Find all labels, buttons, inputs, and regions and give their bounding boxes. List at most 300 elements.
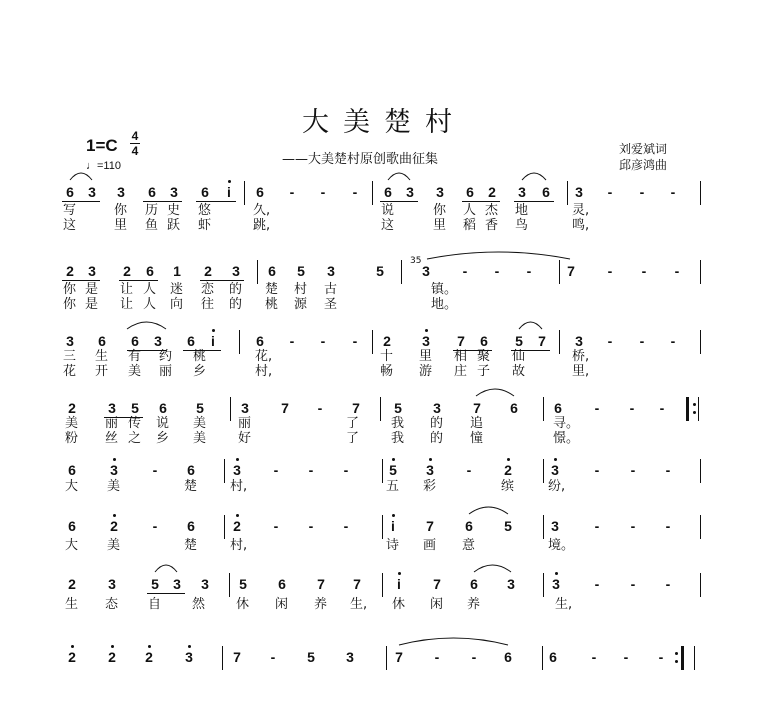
slur-arc	[476, 389, 514, 396]
sustain-dash: -	[289, 333, 295, 349]
bar-line	[224, 459, 225, 483]
beam-underline	[514, 201, 554, 202]
lyric-syllable: 人	[463, 203, 477, 218]
octave-dot	[111, 645, 114, 648]
lyric-syllable: 人	[143, 297, 157, 312]
lyric-syllable: 是	[85, 297, 99, 312]
slur-arc	[474, 565, 511, 572]
bar-line	[694, 646, 695, 670]
octave-dot	[392, 514, 395, 517]
lyric-syllable: 缤	[501, 479, 515, 494]
bar-line	[224, 515, 225, 539]
jianpu-note: 5	[239, 576, 247, 592]
jianpu-note: 6	[68, 462, 76, 478]
bar-line	[559, 260, 560, 284]
lyric-syllable: 画	[423, 538, 437, 553]
lyric-syllable: 村,	[255, 364, 273, 379]
jianpu-note: 2	[108, 649, 116, 665]
jianpu-note: 7	[426, 518, 434, 534]
sustain-dash: -	[320, 184, 326, 200]
lyric-syllable: 地。	[431, 297, 458, 312]
repeat-dot	[693, 403, 696, 406]
lyric-syllable: 鸣,	[572, 218, 590, 233]
repeat-dot	[675, 660, 678, 663]
jianpu-note: 7	[433, 576, 441, 592]
jianpu-note: 2	[233, 518, 241, 534]
lyric-syllable: 鱼	[145, 218, 159, 233]
lyric-syllable: 镇。	[431, 282, 458, 297]
sustain-dash: -	[308, 518, 314, 534]
lyric-syllable: 憧	[470, 431, 484, 446]
jianpu-note: 3	[108, 400, 116, 416]
jianpu-note: 5	[151, 576, 159, 592]
beam-underline	[380, 201, 418, 202]
lyric-syllable: 好	[238, 431, 252, 446]
time-signature-bottom: 4	[131, 144, 139, 158]
beam-underline	[119, 280, 158, 281]
bar-line	[380, 397, 381, 421]
lyric-syllable: 之	[128, 431, 142, 446]
lyric-syllable: 生,	[350, 597, 368, 612]
sustain-dash: -	[466, 462, 472, 478]
jianpu-note: 7	[538, 333, 546, 349]
sustain-dash: -	[462, 263, 468, 279]
jianpu-note: 3	[232, 263, 240, 279]
bar-line	[700, 181, 701, 205]
lyric-syllable: 你	[63, 297, 77, 312]
jianpu-note: 5	[297, 263, 305, 279]
lyric-syllable: 子	[477, 364, 491, 379]
bar-line	[222, 646, 223, 670]
sustain-dash: -	[659, 400, 665, 416]
jianpu-note: 6	[159, 400, 167, 416]
jianpu-note: 3	[241, 400, 249, 416]
jianpu-note: 3	[346, 649, 354, 665]
bar-line	[386, 646, 387, 670]
lyric-syllable: 是	[85, 282, 99, 297]
jianpu-note: 3	[154, 333, 162, 349]
lyric-syllable: 里,	[572, 364, 590, 379]
lyric-syllable: 里	[114, 218, 128, 233]
sustain-dash: -	[343, 462, 349, 478]
repeat-dot	[675, 652, 678, 655]
lyric-syllable: 休	[392, 597, 406, 612]
jianpu-note: 3	[575, 333, 583, 349]
lyric-syllable: 美	[107, 538, 121, 553]
jianpu-note: 7	[457, 333, 465, 349]
jianpu-note: 6	[146, 263, 154, 279]
bar-line	[382, 515, 383, 539]
lyric-syllable: 了	[346, 431, 360, 446]
lyric-syllable: 闲	[430, 597, 444, 612]
jianpu-note: 5	[307, 649, 315, 665]
slur-arc	[70, 173, 92, 180]
slur-arc	[388, 173, 410, 180]
sustain-dash: -	[494, 263, 500, 279]
lyric-syllable: 你	[433, 203, 447, 218]
jianpu-note: 5	[515, 333, 523, 349]
sustain-dash: -	[273, 518, 279, 534]
sustain-dash: -	[352, 184, 358, 200]
sustain-dash: -	[674, 263, 680, 279]
jianpu-note: 3	[422, 263, 430, 279]
jianpu-note: 5	[196, 400, 204, 416]
jianpu-note: 6	[66, 184, 74, 200]
jianpu-note: 3	[575, 184, 583, 200]
jianpu-note: i	[227, 184, 231, 200]
repeat-dot	[693, 411, 696, 414]
jianpu-note: 5	[504, 518, 512, 534]
lyric-syllable: 丝	[105, 431, 119, 446]
jianpu-note: 6	[466, 184, 474, 200]
lyric-syllable: 稻	[463, 218, 477, 233]
sustain-dash: -	[343, 518, 349, 534]
lyric-syllable: 丽	[238, 416, 252, 431]
lyric-syllable: 十	[380, 349, 394, 364]
jianpu-note: 7	[353, 576, 361, 592]
lyric-syllable: 我	[391, 416, 405, 431]
time-signature	[130, 130, 140, 157]
score-subtitle: ——大美楚村原创歌曲征集	[282, 152, 439, 167]
jianpu-note: 2	[68, 400, 76, 416]
repeat-barline	[686, 397, 689, 421]
lyric-syllable: 境。	[548, 538, 575, 553]
bar-line	[700, 515, 701, 539]
lyric-syllable: 畅	[380, 364, 394, 379]
lyric-syllable: 养	[467, 597, 481, 612]
tempo-mark: ♩=110	[86, 160, 121, 172]
jianpu-note: 6	[268, 263, 276, 279]
lyric-syllable: 花,	[255, 349, 273, 364]
bar-line	[698, 397, 699, 421]
octave-dot	[236, 514, 239, 517]
jianpu-note: 7	[352, 400, 360, 416]
beam-underline	[62, 280, 100, 281]
sustain-dash: -	[591, 649, 597, 665]
beam-underline	[200, 280, 244, 281]
jianpu-note: 3	[433, 400, 441, 416]
jianpu-note: 3	[233, 462, 241, 478]
jianpu-note: 2	[68, 649, 76, 665]
lyric-syllable: 你	[114, 203, 128, 218]
lyric-syllable: 桃	[193, 349, 207, 364]
lyric-syllable: 地	[515, 203, 529, 218]
jianpu-note: 6	[510, 400, 518, 416]
lyric-syllable: 杰	[485, 203, 499, 218]
lyricist-credit: 刘爱斌词	[619, 142, 668, 156]
sustain-dash: -	[630, 576, 636, 592]
lyric-syllable: 村	[294, 282, 308, 297]
bar-line	[382, 459, 383, 483]
lyric-syllable: 休	[236, 597, 250, 612]
jianpu-note: 2	[145, 649, 153, 665]
octave-dot	[113, 514, 116, 517]
sustain-dash: -	[630, 462, 636, 478]
jianpu-note: 3	[201, 576, 209, 592]
lyric-syllable: 向	[170, 297, 184, 312]
sustain-dash: -	[630, 518, 636, 534]
bar-line	[239, 330, 240, 354]
sustain-dash: -	[658, 649, 664, 665]
bar-line	[567, 181, 568, 205]
bar-line	[559, 330, 560, 354]
octave-dot	[555, 572, 558, 575]
jianpu-note: 3	[170, 184, 178, 200]
jianpu-note: 6	[187, 518, 195, 534]
lyric-syllable: 村,	[230, 538, 248, 553]
lyric-syllable: 有	[128, 349, 142, 364]
jianpu-note: 2	[488, 184, 496, 200]
lyric-syllable: 丽	[159, 364, 173, 379]
lyric-syllable: 桥,	[572, 349, 590, 364]
lyric-syllable: 让	[120, 297, 134, 312]
jianpu-note: 6	[480, 333, 488, 349]
lyric-syllable: 让	[120, 282, 134, 297]
sustain-dash: -	[320, 333, 326, 349]
lyric-syllable: 悠	[198, 203, 212, 218]
octave-dot	[188, 645, 191, 648]
jianpu-note: 6	[98, 333, 106, 349]
sustain-dash: -	[607, 184, 613, 200]
sustain-dash: -	[594, 462, 600, 478]
lyric-syllable: 跃	[167, 218, 181, 233]
key-signature: 1=C	[86, 136, 118, 155]
beam-underline	[143, 201, 182, 202]
octave-dot	[113, 458, 116, 461]
lyric-syllable: 里	[419, 349, 433, 364]
lyric-syllable: 恋	[201, 282, 215, 297]
lyric-syllable: 人	[143, 282, 157, 297]
jianpu-note: 2	[123, 263, 131, 279]
lyric-syllable: 楚	[184, 479, 198, 494]
jianpu-note: 3	[551, 462, 559, 478]
lyric-syllable: 追	[470, 416, 484, 431]
lyric-syllable: 历	[145, 203, 159, 218]
bar-line	[372, 330, 373, 354]
lyric-syllable: 桃	[265, 297, 279, 312]
lyric-syllable: 闲	[275, 597, 289, 612]
lyric-syllable: 故	[512, 364, 526, 379]
bar-line	[543, 459, 544, 483]
lyric-syllable: 丽	[105, 416, 119, 431]
lyric-syllable: 乡	[156, 431, 170, 446]
lyric-syllable: 生	[95, 349, 109, 364]
lyric-syllable: 楚	[184, 538, 198, 553]
lyric-syllable: 美	[193, 416, 207, 431]
sustain-dash: -	[670, 184, 676, 200]
lyric-syllable: 迷	[170, 282, 184, 297]
beam-underline	[462, 201, 500, 202]
jianpu-note: 5	[389, 462, 397, 478]
sustain-dash: -	[607, 333, 613, 349]
octave-dot	[236, 458, 239, 461]
jianpu-note: 3	[507, 576, 515, 592]
beam-underline	[147, 593, 185, 594]
slur-arc	[469, 507, 508, 514]
jianpu-note: 3	[108, 576, 116, 592]
lyric-syllable: 游	[419, 364, 433, 379]
slur-arc	[519, 322, 542, 329]
jianpu-note: 6	[201, 184, 209, 200]
jianpu-note: 3	[185, 649, 193, 665]
slur-arc	[522, 173, 546, 180]
lyric-syllable: 鸟	[515, 218, 529, 233]
jianpu-note: 3	[406, 184, 414, 200]
octave-dot	[398, 572, 401, 575]
lyric-syllable: 彩	[423, 479, 437, 494]
octave-dot	[507, 458, 510, 461]
sustain-dash: -	[434, 649, 440, 665]
lyric-syllable: 久,	[253, 203, 271, 218]
jianpu-note: 7	[567, 263, 575, 279]
lyric-syllable: 你	[63, 282, 77, 297]
sustain-dash: -	[594, 518, 600, 534]
lyric-syllable: 态	[105, 597, 119, 612]
slur-arc	[155, 565, 177, 572]
jianpu-note: 5	[376, 263, 384, 279]
lyric-syllable: 憬。	[553, 431, 580, 446]
jianpu-note: 7	[317, 576, 325, 592]
composer-credit: 邱彦鸿曲	[619, 158, 668, 172]
beam-underline	[62, 201, 100, 202]
jianpu-note: 3	[422, 333, 430, 349]
score-title: 大美楚村	[302, 107, 466, 138]
lyric-syllable: 的	[430, 431, 444, 446]
bar-line	[700, 330, 701, 354]
lyric-syllable: 虾	[198, 218, 212, 233]
lyric-syllable: 源	[294, 297, 308, 312]
lyric-syllable: 大	[65, 538, 79, 553]
sustain-dash: -	[270, 649, 276, 665]
octave-dot	[392, 458, 395, 461]
lyric-syllable: 这	[381, 218, 395, 233]
jianpu-note: 2	[204, 263, 212, 279]
jianpu-note: 3	[327, 263, 335, 279]
jianpu-note: 6	[470, 576, 478, 592]
jianpu-note: 3	[551, 518, 559, 534]
jianpu-note: 6	[504, 649, 512, 665]
lyric-syllable: 聚	[477, 349, 491, 364]
bar-line	[257, 260, 258, 284]
lyric-syllable: 五	[386, 479, 400, 494]
jianpu-note: 6	[187, 462, 195, 478]
sustain-dash: -	[639, 333, 645, 349]
jianpu-note: 3	[88, 184, 96, 200]
bar-line	[372, 181, 373, 205]
bar-line	[700, 260, 701, 284]
sustain-dash: -	[352, 333, 358, 349]
lyric-syllable: 楚	[265, 282, 279, 297]
sustain-dash: -	[317, 400, 323, 416]
lyric-syllable: 往	[201, 297, 215, 312]
lyric-syllable: 自	[148, 597, 162, 612]
lyric-syllable: 仙	[512, 349, 526, 364]
lyric-syllable: 写	[63, 203, 77, 218]
octave-dot	[71, 645, 74, 648]
lyric-syllable: 意	[462, 538, 476, 553]
octave-dot	[425, 329, 428, 332]
bar-line	[543, 515, 544, 539]
bar-line	[700, 459, 701, 483]
sustain-dash: -	[289, 184, 295, 200]
bar-line	[543, 397, 544, 421]
sustain-dash: -	[639, 184, 645, 200]
sustain-dash: -	[152, 518, 158, 534]
jianpu-note: 7	[473, 400, 481, 416]
lyric-syllable: 里	[433, 218, 447, 233]
jianpu-note: 6	[68, 518, 76, 534]
jianpu-note: 2	[110, 518, 118, 534]
jianpu-note: 2	[504, 462, 512, 478]
jianpu-note: 7	[395, 649, 403, 665]
repeat-barline	[681, 646, 684, 670]
jianpu-note: i	[397, 576, 401, 592]
bar-line	[244, 181, 245, 205]
bar-line	[700, 573, 701, 597]
jianpu-note: 6	[256, 184, 264, 200]
jianpu-note: 3	[436, 184, 444, 200]
sustain-dash: -	[273, 462, 279, 478]
jianpu-note: 6	[131, 333, 139, 349]
jianpu-note: 6	[278, 576, 286, 592]
jianpu-note: 3	[88, 263, 96, 279]
lyric-syllable: 生,	[555, 597, 573, 612]
jianpu-note: 6	[549, 649, 557, 665]
jianpu-note: 5	[394, 400, 402, 416]
jianpu-note: i	[391, 518, 395, 534]
lyric-syllable: 这	[63, 218, 77, 233]
lyric-syllable: 约	[159, 349, 173, 364]
lyric-syllable: 村,	[230, 479, 248, 494]
lyric-syllable: 相	[454, 349, 468, 364]
slur-arc	[399, 638, 508, 645]
octave-dot	[429, 458, 432, 461]
slur-arc	[127, 322, 166, 329]
lyric-syllable: 大	[65, 479, 79, 494]
lyric-syllable: 三	[63, 349, 77, 364]
sustain-dash: -	[308, 462, 314, 478]
lyric-syllable: 庄	[454, 364, 468, 379]
jianpu-note: 6	[384, 184, 392, 200]
beam-underline	[196, 201, 236, 202]
lyric-syllable: 史	[167, 203, 181, 218]
sustain-dash: -	[607, 263, 613, 279]
jianpu-note: 7	[233, 649, 241, 665]
octave-dot	[228, 180, 231, 183]
lyric-syllable: 的	[229, 282, 243, 297]
sustain-dash: -	[471, 649, 477, 665]
bar-line	[401, 260, 402, 284]
lyric-syllable: 香	[485, 218, 499, 233]
jianpu-note: 1	[173, 263, 181, 279]
octave-dot	[212, 329, 215, 332]
lyric-syllable: 说	[156, 416, 170, 431]
lyric-syllable: 说	[381, 203, 395, 218]
jianpu-note: 3	[66, 333, 74, 349]
lyric-syllable: 灵,	[572, 203, 590, 218]
octave-dot	[148, 645, 151, 648]
sustain-dash: -	[594, 576, 600, 592]
sustain-dash: -	[152, 462, 158, 478]
lyric-syllable: 美	[107, 479, 121, 494]
lyric-syllable: 的	[430, 416, 444, 431]
jianpu-note: 3	[117, 184, 125, 200]
lyric-syllable: 生	[65, 597, 79, 612]
sustain-dash: -	[623, 649, 629, 665]
lyric-syllable: 纷,	[548, 479, 566, 494]
jianpu-note: 3	[552, 576, 560, 592]
lyric-syllable: 美	[128, 364, 142, 379]
